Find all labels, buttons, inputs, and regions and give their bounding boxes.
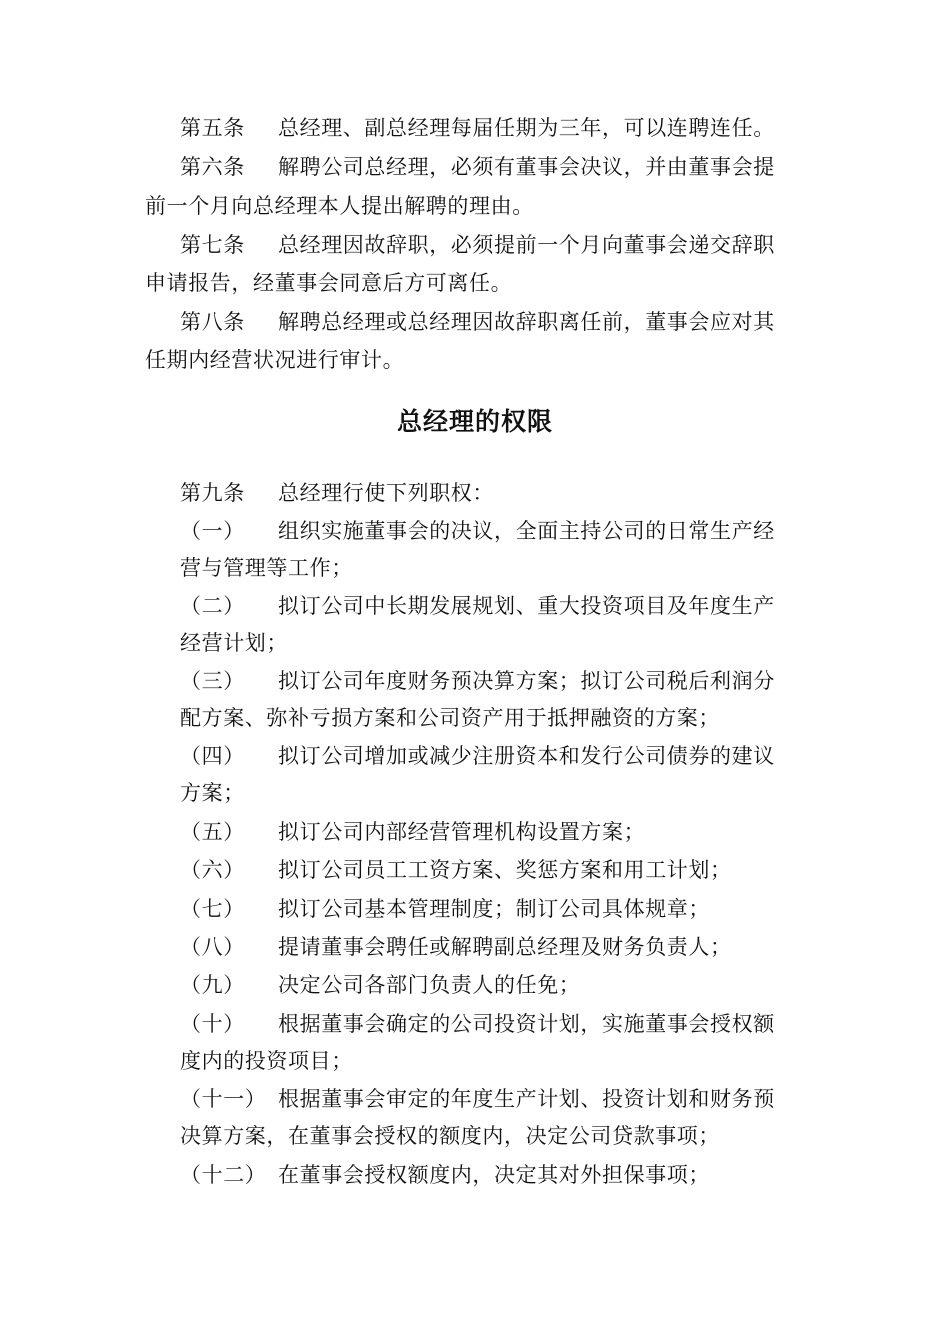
item-label: （十一） — [180, 1087, 267, 1111]
item-label: （八） — [180, 935, 245, 959]
item-text: 根据董事会审定的年度生产计划、投资计划和财务预 — [278, 1087, 775, 1111]
article-6-line-1 — [180, 152, 775, 182]
article-text: 总经理因故辞职，必须提前一个月向董事会递交辞职 — [278, 233, 775, 257]
power-6-line — [180, 855, 732, 885]
item-label: （一） — [180, 519, 245, 543]
power-3-line-1 — [180, 666, 775, 696]
power-2-line-2 — [180, 628, 288, 658]
power-11-line-2 — [180, 1121, 720, 1151]
article-6-line-2 — [145, 191, 534, 221]
item-label: （十二） — [180, 1163, 267, 1187]
article-label: 第八条 — [180, 310, 245, 334]
article-text: 解聘公司总经理，必须有董事会决议，并由董事会提 — [278, 155, 775, 179]
item-text: 提请董事会聘任或解聘副总经理及财务负责人； — [278, 935, 732, 959]
article-label: 第六条 — [180, 155, 245, 179]
power-2-line-1 — [180, 591, 775, 621]
article-label: 第九条 — [180, 481, 245, 505]
article-text-continued: 前一个月向总经理本人提出解聘的理由。 — [145, 194, 534, 218]
power-12-line — [180, 1160, 710, 1190]
item-text: 决定公司各部门负责人的任免； — [278, 973, 581, 997]
item-label: （七） — [180, 897, 245, 921]
item-text-continued: 方案； — [180, 781, 245, 805]
article-5-line-1 — [180, 113, 775, 143]
power-9-line — [180, 970, 580, 1000]
item-text: 拟订公司中长期发展规划、重大投资项目及年度生产 — [278, 594, 775, 618]
article-text-continued: 任期内经营状况进行审计。 — [145, 348, 405, 372]
item-text: 在董事会授权额度内，决定其对外担保事项； — [278, 1163, 710, 1187]
article-8-line-2 — [145, 345, 404, 375]
article-label: 第七条 — [180, 233, 245, 257]
power-4-line-2 — [180, 778, 245, 808]
item-label: （六） — [180, 858, 245, 882]
power-8-line — [180, 932, 732, 962]
item-label: （五） — [180, 820, 245, 844]
article-8-line-1 — [180, 307, 775, 337]
item-text: 根据董事会确定的公司投资计划，实施董事会授权额 — [278, 1012, 775, 1036]
item-label: （二） — [180, 594, 245, 618]
item-label: （三） — [180, 669, 245, 693]
item-text-continued: 经营计划； — [180, 631, 288, 655]
article-7-line-1 — [180, 230, 775, 260]
item-text: 拟订公司员工工资方案、奖惩方案和用工计划； — [278, 858, 732, 882]
section-heading: 总经理的权限 — [396, 407, 553, 436]
item-text-continued: 度内的投资项目； — [180, 1049, 353, 1073]
item-text-continued: 营与管理等工作； — [180, 556, 353, 580]
power-3-line-2 — [180, 703, 720, 733]
article-label: 第五条 — [180, 116, 245, 140]
power-11-line-1 — [180, 1084, 775, 1114]
article-text: 总经理、副总经理每届任期为三年，可以连聘连任。 — [278, 116, 775, 140]
item-label: （九） — [180, 973, 245, 997]
item-text: 组织实施董事会的决议，全面主持公司的日常生产经 — [278, 519, 775, 543]
power-1-line-2 — [180, 553, 353, 583]
power-10-line-1 — [180, 1009, 775, 1039]
item-text-continued: 配方案、弥补亏损方案和公司资产用于抵押融资的方案； — [180, 706, 720, 730]
article-text-continued: 申请报告，经董事会同意后方可离任。 — [145, 271, 513, 295]
article-9-line — [180, 478, 494, 508]
article-7-line-2 — [145, 268, 512, 298]
power-1-line-1 — [180, 516, 775, 546]
item-label: （十） — [180, 1012, 245, 1036]
article-text: 总经理行使下列职权： — [278, 481, 494, 505]
item-text: 拟订公司基本管理制度；制订公司具体规章； — [278, 897, 710, 921]
item-text: 拟订公司增加或减少注册资本和发行公司债券的建议 — [278, 744, 775, 768]
power-7-line — [180, 894, 710, 924]
power-5-line — [180, 817, 645, 847]
item-text: 拟订公司年度财务预决算方案；拟订公司税后利润分 — [278, 669, 775, 693]
article-text: 解聘总经理或总经理因故辞职离任前，董事会应对其 — [278, 310, 775, 334]
item-text-continued: 决算方案，在董事会授权的额度内，决定公司贷款事项； — [180, 1124, 720, 1148]
power-10-line-2 — [180, 1046, 353, 1076]
item-label: （四） — [180, 744, 245, 768]
item-text: 拟订公司内部经营管理机构设置方案； — [278, 820, 646, 844]
power-4-line-1 — [180, 741, 775, 771]
